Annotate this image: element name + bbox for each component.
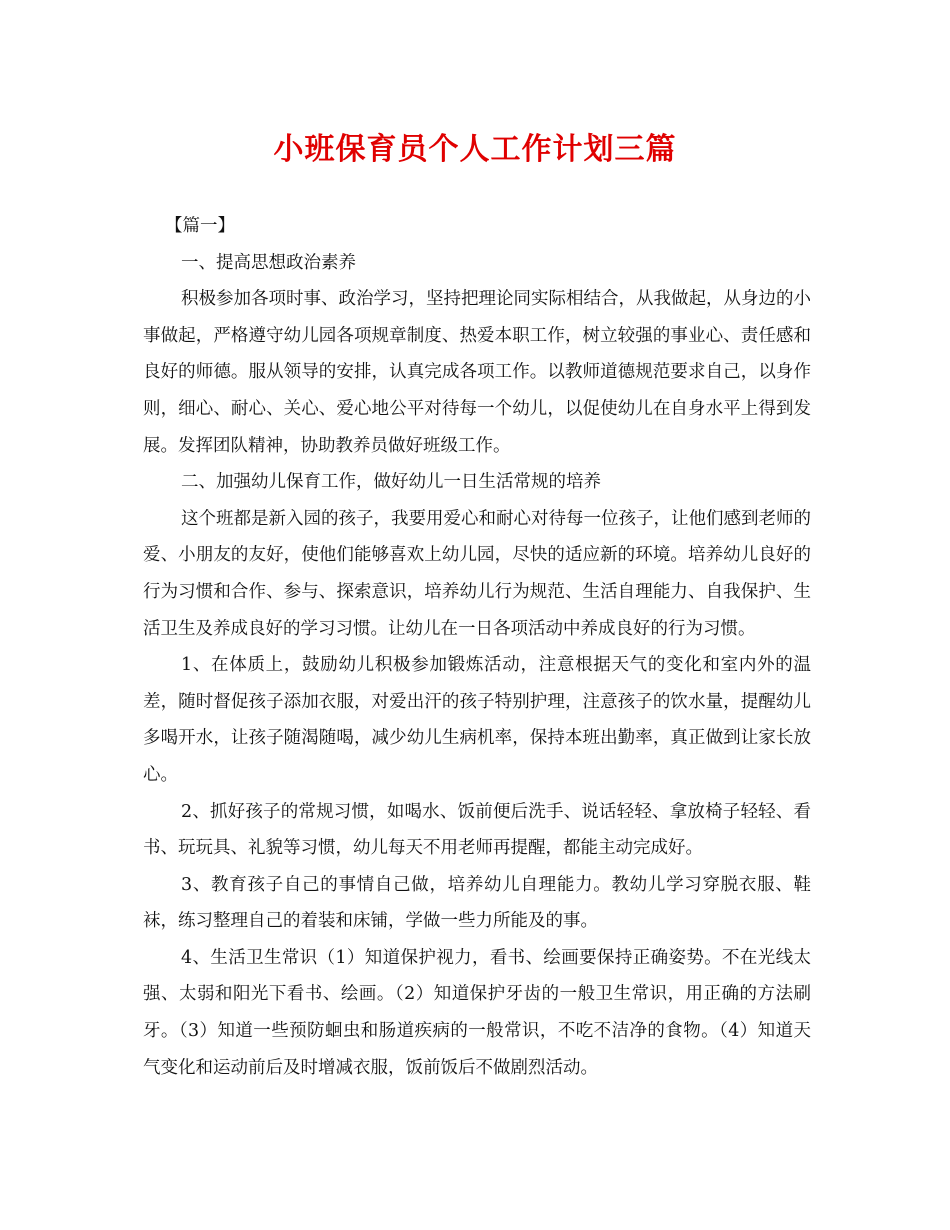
- document-title: 小班保育员个人工作计划三篇: [273, 132, 677, 167]
- list-item: 2、抓好孩子的常规习惯，如喝水、饭前便后洗手、说话轻轻、拿放椅子轻轻、看书、玩玩具、礼貌等习惯，幼儿每天不用老师再提醒，都能主动完成好。: [143, 801, 811, 859]
- paragraph: 积极参加各项时事、政治学习，坚持把理论同实际相结合，从我做起，从身边的小事做起，严格遵守幼儿园各项规章制度、热爱本职工作，树立较强的事业心、责任感和良好的师德。服从领导的安排，认真完成各项工作。以教师道德规范要求自己，以身作则，细心、耐心、关心、爱心地公平对待每一个幼儿，以促使幼儿在自身水平上得到发展。发挥团队精神，协助教养员做好班级工作。: [143, 289, 811, 456]
- section-heading: 一、提高思想政治素养: [181, 252, 356, 273]
- list-item: 4、生活卫生常识（1）知道保护视力，看书、绘画要保持正确姿势。不在光线太强、太弱和阳光下看书、绘画。（2）知道保护牙齿的一般卫生常识，用正确的方法刷牙。（3）知道一些预防蛔虫和肠道疾病的一般常识，不吃不洁净的食物。（4）知道天气变化和运动前后及时增减衣服，饭前饭后不做剧烈活动。: [143, 947, 811, 1078]
- section-heading: 二、加强幼儿保育工作，做好幼儿一日生活常规的培养: [181, 472, 601, 493]
- paragraph: 这个班都是新入园的孩子，我要用爱心和耐心对待每一位孩子，让他们感到老师的爱、小朋友的友好，使他们能够喜欢上幼儿园，尽快的适应新的环境。培养幼儿良好的行为习惯和合作、参与、探索意识，培养幼儿行为规范、生活自理能力、自我保护、生活卫生及养成良好的学习习惯。让幼儿在一日各项活动中养成良好的行为习惯。: [143, 508, 811, 639]
- document-body: [143, 208, 811, 1086]
- list-item: 1、在体质上，鼓励幼儿积极参加锻炼活动，注意根据天气的变化和室内外的温差，随时督促孩子添加衣服，对爱出汗的孩子特别护理，注意孩子的饮水量，提醒幼儿多喝开水，让孩子随渴随喝，减少幼儿生病机率，保持本班出勤率，真正做到让家长放心。: [143, 655, 811, 785]
- list-item: 3、教育孩子自己的事情自己做，培养幼儿自理能力。教幼儿学习穿脱衣服、鞋袜，练习整理自己的着装和床铺，学做一些力所能及的事。: [143, 874, 811, 932]
- section-marker: 【篇一】: [165, 216, 235, 236]
